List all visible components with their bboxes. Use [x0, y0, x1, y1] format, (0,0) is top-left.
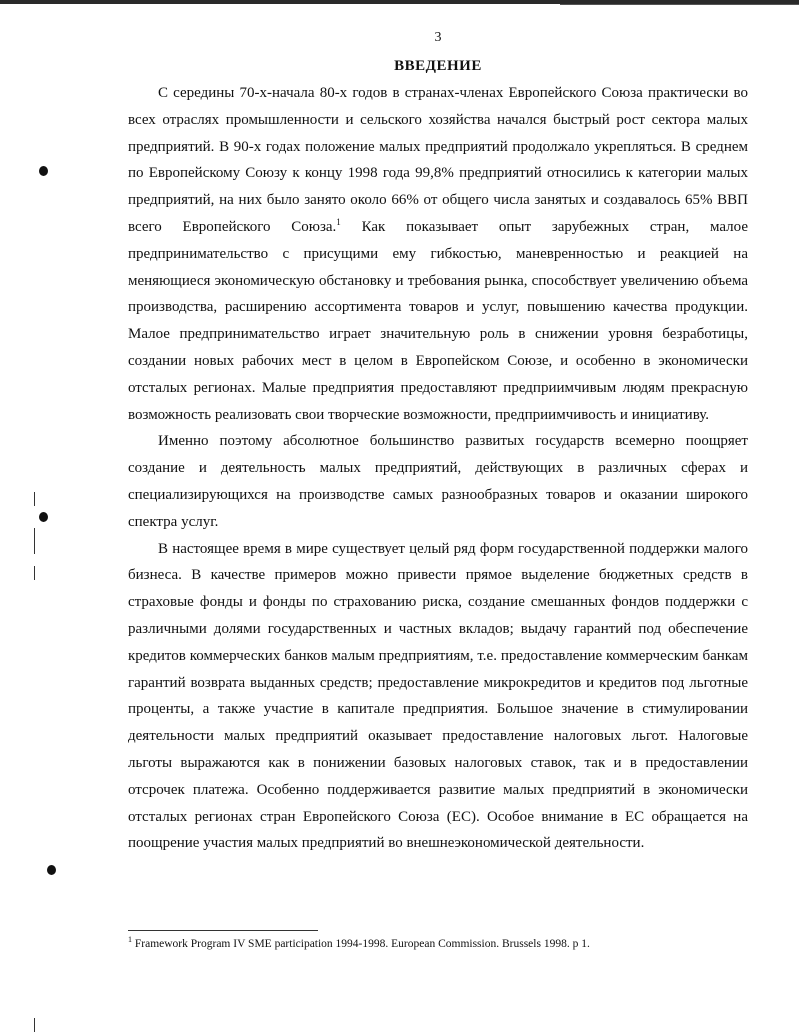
scan-mark [34, 566, 35, 580]
punch-hole-mark [39, 166, 48, 176]
paragraph-1-text-b: Как показывает опыт зарубежных стран, малое предпринимательство с присущими ему гибкостью, маневренностью и реакцией на меняющиеся экономическую обстановку и требования рынка, способствует увеличению объема производства, расширению ассортимента товаров и услуг, повышению качества продукции. Малое предпринимательство играет значительную роль в снижении уровня безработицы, создании новых рабочих мест в целом в Европейском Союзе, и особенно в экономически отсталых регионах. Малые предприятия предоставляют предприимчивым людям прекрасную возможность реализовать свои творческие возможности, предприимчивость и инициативу. [128, 218, 748, 423]
paragraph-3: В настоящее время в мире существует целый ряд форм государственной поддержки малого бизнеса. В качестве примеров можно привести прямое выделение бюджетных средств в страховые фонды и фонды по страхованию риска, создание смешанных фондов поддержки с различными долями государственных и частных вкладов; выдачу гарантий под обеспечение кредитов коммерческих банков малым предприятиям, т.е. предоставление коммерческим банкам гарантий возврата выданных средств; предоставление микрокредитов и кредитов под льготные проценты, а также участие в капитале предприятия. Большое значение в стимулировании деятельности малых предприятий оказывает предоставление налоговых льгот. Налоговые льготы выражаются как в понижении базовых налоговых ставок, так и в предоставлении отсрочек платежа. Особенно поддерживается развитие малых предприятий в экономически отсталых регионах стран Европейского Союза (ЕС). Особое внимание в ЕС обращается на поощрение участия малых предприятий во внешнеэкономической деятельности. [128, 540, 748, 852]
paragraph-2: Именно поэтому абсолютное большинство развитых государств всемерно поощряет создание и деятельность малых предприятий, действующих в различных сферах и специализирующихся на производстве самых разнообразных товаров и оказании широкого спектра услуг. [128, 433, 748, 530]
page-title: ВВЕДЕНИЕ [394, 58, 482, 74]
paragraph-1-text-a: С середины 70-х-начала 80-х годов в странах-членах Европейского Союза практически во всех отраслях промышленности и сельского хозяйства начался быстрый рост сектора малых предприятий. В 90-х годах положение малых предприятий продолжало укрепляться. В среднем по Европейскому Союзу к концу 1998 года 99,8% предприятий относились к категории малых предприятий, на них было занято около 66% от общего числа занятых и создавалось 65% ВВП всего Европейского Союза. [128, 85, 748, 235]
top-border-thin [560, 4, 799, 5]
footnote-ref: 1 [336, 216, 341, 227]
footnote-marker: 1 [128, 935, 132, 945]
footnote-text: Framework Program IV SME participation 1994-1998. European Commission. Brussels 1998. p 1. [132, 938, 590, 950]
punch-hole-mark [39, 512, 48, 522]
paragraph-1 [128, 80, 748, 428]
page-number: 3 [434, 30, 442, 45]
punch-hole-mark [47, 865, 56, 875]
footnote [128, 935, 748, 950]
body-text [128, 80, 748, 857]
footnote-divider [128, 930, 318, 931]
scan-mark [34, 492, 35, 506]
scan-mark [34, 528, 35, 554]
scan-mark [34, 1018, 35, 1032]
